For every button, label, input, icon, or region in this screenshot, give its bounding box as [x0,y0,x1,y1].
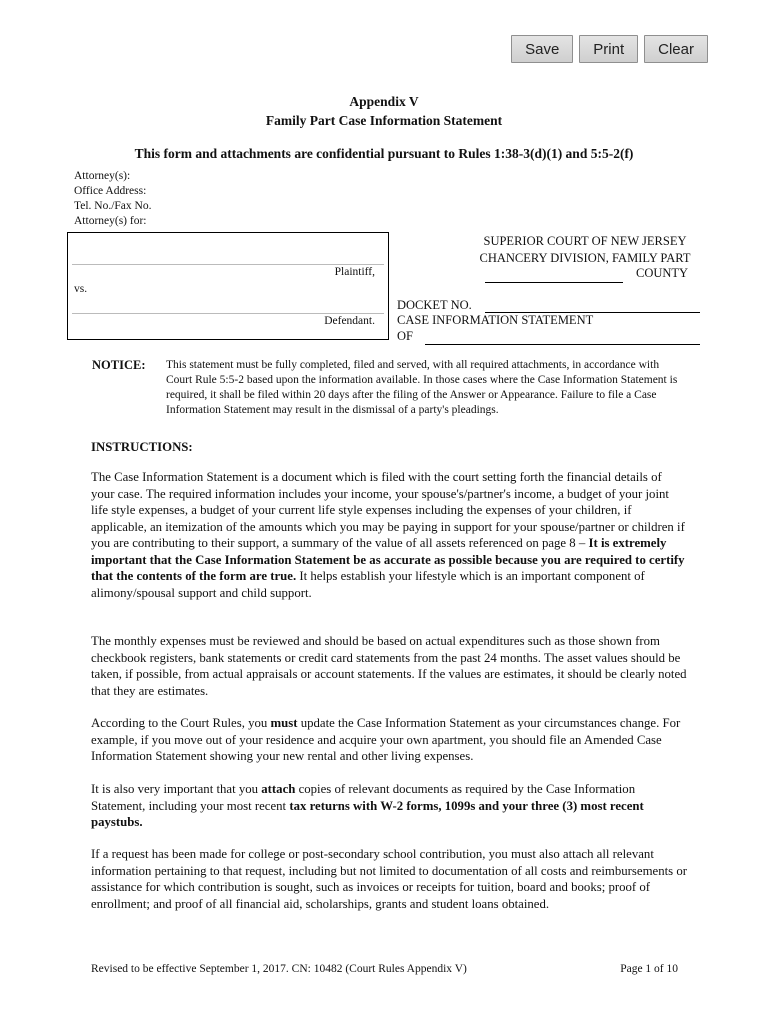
notice-text: This statement must be fully completed, filed and served, with all required attachments, in accordance with Court Rule 5:5-2 based upon the information available. In those cases where the Case Information Statement is required, it shall be filed within 20 days after the filing of the Answer or Appearance. Failure to file a Case Information Statement may result in the dismissal of a party's pleadings. [166,359,678,416]
office-address-label: Office Address: [74,185,147,197]
attorney-for-label: Attorney(s) for: [74,215,147,227]
case-caption-box [67,232,389,340]
county-label: COUNTY [636,266,689,280]
print-button[interactable]: Print [579,35,638,63]
instructions-paragraph-1: The Case Information Statement is a document which is filed with the court setting forth the financial details of your case. The required information includes your income, your spouse's/partner's income, a budget of your joint life style expenses, a budget of your current life style expenses including the expenses of your children, if applicable, an itemization of the amounts which you may be paying in support for your spouse/partner or children if you are contributing to their support, a summary of the value of all assets referenced on page 8 – It is extremely important that the Case Information Statement be as accurate as possible because you are required to certify that the contents of the form are true. It helps establish your lifestyle which is an important component of alimony/spousal support and child support. [91,470,685,600]
page-number: Page 1 of 10 [620,963,678,975]
cis-label: CASE INFORMATION STATEMENT [397,313,594,327]
court-line-2: CHANCERY DIVISION, FAMILY PART [479,251,691,265]
instructions-paragraph-5: If a request has been made for college or post-secondary school contribution, you must also attach all relevant information pertaining to that request, including but not limited to documentation of all costs and reimbursements or assistance for which contribution is sought, such as invoices or receipts for tuition, board and books; proof of enrollment; and proof of all financial aid, scholarships, grants and student loans obtained. [91,847,687,911]
save-button[interactable]: Save [511,35,573,63]
of-label: OF [397,329,413,343]
vs-label: vs. [74,283,88,295]
plaintiff-label: Plaintiff, [334,266,375,278]
tel-fax-label: Tel. No./Fax No. [74,200,152,212]
notice-label: NOTICE: [92,358,146,372]
instructions-paragraph-3: According to the Court Rules, you must update the Case Information Statement as your circumstances change. For example, if you move out of your residence and acquire your own apartment, you should file an Amended Case Information Statement showing your new rental and other living expenses. [91,716,681,763]
confidentiality-notice: This form and attachments are confidential pursuant to Rules 1:38-3(d)(1) and 5:5-2(f) [134,146,634,161]
instructions-paragraph-2: The monthly expenses must be reviewed and should be based on actual expenditures such as those shown from checkbook registers, bank statements or credit card statements from the past 24 months. The asset values should be taken, if possible, from actual appraisals or account statements. If the values are estimates, it should be clearly noted that they are estimates. [91,634,687,698]
court-name [470,233,700,267]
attorney-block [74,169,151,229]
form-toolbar [511,35,708,63]
county-field[interactable] [485,282,623,283]
of-party-field[interactable] [425,344,700,345]
defendant-name-line[interactable] [72,313,384,314]
court-line-1: SUPERIOR COURT OF NEW JERSEY [483,234,687,248]
plaintiff-name-line[interactable] [72,264,384,265]
footer-revised: Revised to be effective September 1, 2017. CN: 10482 (Court Rules Appendix V) [91,963,467,975]
instructions-heading: INSTRUCTIONS: [91,440,193,454]
clear-button[interactable]: Clear [644,35,708,63]
instructions-paragraph-4: It is also very important that you attach copies of relevant documents as required by the Case Information Statement, including your most recent tax returns with W-2 forms, 1099s and your three (3) most recent paystubs. [91,782,644,829]
appendix-heading: Appendix V [349,94,419,109]
docket-label: DOCKET NO. [397,298,472,312]
form-title: Family Part Case Information Statement [265,113,503,128]
defendant-label: Defendant. [324,315,375,327]
attorneys-label: Attorney(s): [74,170,131,182]
